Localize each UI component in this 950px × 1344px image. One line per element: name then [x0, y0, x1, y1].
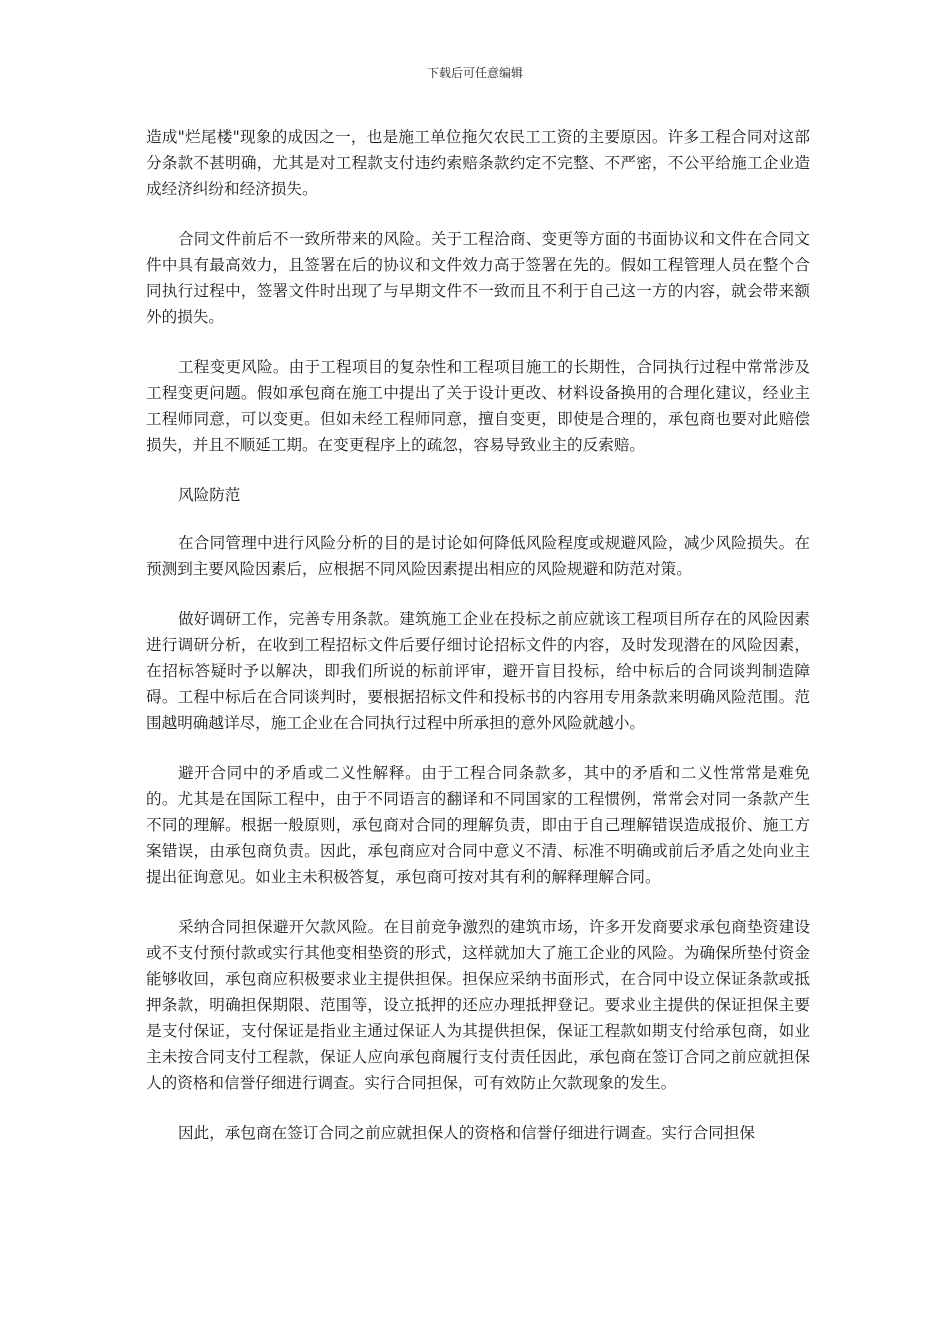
document-body	[146, 124, 810, 1170]
page-header-note: 下载后可任意编辑	[426, 66, 523, 80]
paragraph-7: 采纳合同担保避开欠款风险。在目前竞争激烈的建筑市场，许多开发商要求承包商垫资建设或不支付预付款或实行其他变相垫资的形式，这样就加大了施工企业的风险。为确保所垫付资金能够收回，承包商应积极要求业主提供担保。担保应采纳书面形式，在合同中设立保证条款或抵押条款，明确担保期限、范围等，设立抵押的还应办理抵押登记。要求业主提供的保证担保主要是支付保证，支付保证是指业主通过保证人为其提供担保，保证工程款如期支付给承包商，如业主未按合同支付工程款，保证人应向承包商履行支付责任因此，承包商在签订合同之前应就担保人的资格和信誉仔细进行调查。实行合同担保，可有效防止欠款现象的发生。	[146, 918, 810, 1092]
paragraph-4: 在合同管理中进行风险分析的目的是讨论如何降低风险程度或规避风险，减少风险损失。在预测到主要风险因素后，应根据不同风险因素提出相应的风险规避和防范对策。	[146, 534, 810, 578]
paragraph-1: 造成"烂尾楼"现象的成因之一，也是施工单位拖欠农民工工资的主要原因。许多工程合同对这部分条款不甚明确，尤其是对工程款支付违约索赔条款约定不完整、不严密，不公平给施工企业造成经济纠纷和经济损失。	[146, 128, 810, 198]
paragraph-8: 因此，承包商在签订合同之前应就担保人的资格和信誉仔细进行调查。实行合同担保	[178, 1124, 755, 1142]
section-heading-risk-prevention: 风险防范	[178, 486, 241, 504]
paragraph-5: 做好调研工作，完善专用条款。建筑施工企业在投标之前应就该工程项目所存在的风险因素进行调研分析，在收到工程招标文件后要仔细讨论招标文件的内容，及时发现潜在的风险因素，在招标答疑时予以解决，即我们所说的标前评审，避开盲目投标，给中标后的合同谈判制造障碍。工程中标后在合同谈判时，要根据招标文件和投标书的内容用专用条款来明确风险范围。范围越明确越详尽，施工企业在合同执行过程中所承担的意外风险就越小。	[146, 610, 810, 732]
paragraph-6: 避开合同中的矛盾或二义性解释。由于工程合同条款多，其中的矛盾和二义性常常是难免的。尤其是在国际工程中，由于不同语言的翻译和不同国家的工程惯例，常常会对同一条款产生不同的理解。根据一般原则，承包商对合同的理解负责，即由于自己理解错误造成报价、施工方案错误，由承包商负责。因此，承包商应对合同中意义不清、标准不明确或前后矛盾之处向业主提出征询意见。如业主未积极答复，承包商可按对其有利的解释理解合同。	[146, 764, 810, 886]
paragraph-2: 合同文件前后不一致所带来的风险。关于工程洽商、变更等方面的书面协议和文件在合同文件中具有最高效力，且签署在后的协议和文件效力高于签署在先的。假如工程管理人员在整个合同执行过程中，签署文件时出现了与早期文件不一致而且不利于自己这一方的内容，就会带来额外的损失。	[146, 230, 810, 326]
paragraph-3: 工程变更风险。由于工程项目的复杂性和工程项目施工的长期性，合同执行过程中常常涉及工程变更问题。假如承包商在施工中提出了关于设计更改、材料设备换用的合理化建议，经业主工程师同意，可以变更。但如未经工程师同意，擅自变更，即使是合理的，承包商也要对此赔偿损失，并且不顺延工期。在变更程序上的疏忽，容易导致业主的反索赔。	[146, 358, 810, 454]
